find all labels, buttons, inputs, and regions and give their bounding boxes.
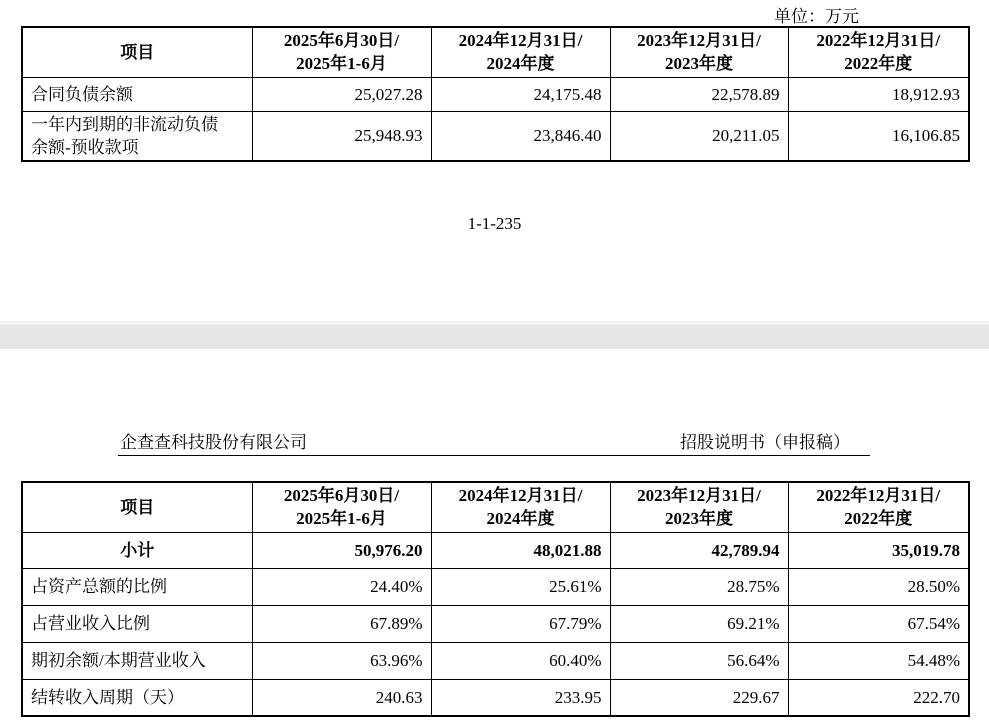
cell-value: 22,578.89 (610, 77, 788, 111)
table-row (22, 679, 969, 716)
page-header-document: 招股说明书（申报稿） (680, 433, 850, 452)
header-divider (118, 455, 870, 456)
cell-value: 67.54% (788, 605, 969, 642)
header-period: 2023年12月31日/ 2023年度 (610, 482, 788, 532)
cell-value: 24.40% (252, 568, 431, 605)
contract-liabilities-table (21, 26, 970, 162)
cell-value: 229.67 (610, 679, 788, 716)
header-period: 2023年12月31日/ 2023年度 (610, 27, 788, 77)
header-period: 2025年6月30日/ 2025年1-6月 (252, 482, 431, 532)
cell-value: 18,912.93 (788, 77, 969, 111)
cell-value: 23,846.40 (431, 111, 610, 161)
header-period: 2022年12月31日/ 2022年度 (788, 27, 969, 77)
cell-value: 63.96% (252, 642, 431, 679)
page-header-company: 企查查科技股份有限公司 (120, 433, 307, 452)
header-period: 2024年12月31日/ 2024年度 (431, 27, 610, 77)
cell-value: 69.21% (610, 605, 788, 642)
table-row (22, 605, 969, 642)
header-period: 2024年12月31日/ 2024年度 (431, 482, 610, 532)
cell-value: 50,976.20 (252, 532, 431, 568)
page-gap (0, 325, 989, 349)
table-row-subtotal (22, 532, 969, 568)
table-row (22, 111, 969, 161)
page-number: 1-1-235 (467, 214, 522, 233)
cell-value: 60.40% (431, 642, 610, 679)
row-label: 合同负债余额 (22, 77, 252, 111)
row-label: 结转收入周期（天） (22, 679, 252, 716)
row-label: 占资产总额的比例 (22, 568, 252, 605)
row-label: 占营业收入比例 (22, 605, 252, 642)
header-item: 项目 (22, 27, 252, 77)
contract-ratio-table (21, 481, 970, 717)
cell-value: 48,021.88 (431, 532, 610, 568)
cell-value: 233.95 (431, 679, 610, 716)
cell-value: 25,948.93 (252, 111, 431, 161)
cell-value: 20,211.05 (610, 111, 788, 161)
table-header-row (22, 482, 969, 532)
header-item: 项目 (22, 482, 252, 532)
row-label: 一年内到期的非流动负债 余额-预收款项 (22, 111, 252, 161)
header-period: 2022年12月31日/ 2022年度 (788, 482, 969, 532)
table-row (22, 642, 969, 679)
unit-label: 单位：万元 (774, 7, 859, 26)
table-row (22, 568, 969, 605)
cell-value: 16,106.85 (788, 111, 969, 161)
cell-value: 67.79% (431, 605, 610, 642)
cell-value: 24,175.48 (431, 77, 610, 111)
cell-value: 42,789.94 (610, 532, 788, 568)
cell-value: 28.50% (788, 568, 969, 605)
row-label: 期初余额/本期营业收入 (22, 642, 252, 679)
cell-value: 25,027.28 (252, 77, 431, 111)
cell-value: 35,019.78 (788, 532, 969, 568)
cell-value: 54.48% (788, 642, 969, 679)
header-period: 2025年6月30日/ 2025年1-6月 (252, 27, 431, 77)
table-header-row (22, 27, 969, 77)
table-row (22, 77, 969, 111)
cell-value: 28.75% (610, 568, 788, 605)
cell-value: 25.61% (431, 568, 610, 605)
cell-value: 67.89% (252, 605, 431, 642)
cell-value: 240.63 (252, 679, 431, 716)
cell-value: 56.64% (610, 642, 788, 679)
row-label: 小计 (22, 532, 252, 568)
cell-value: 222.70 (788, 679, 969, 716)
